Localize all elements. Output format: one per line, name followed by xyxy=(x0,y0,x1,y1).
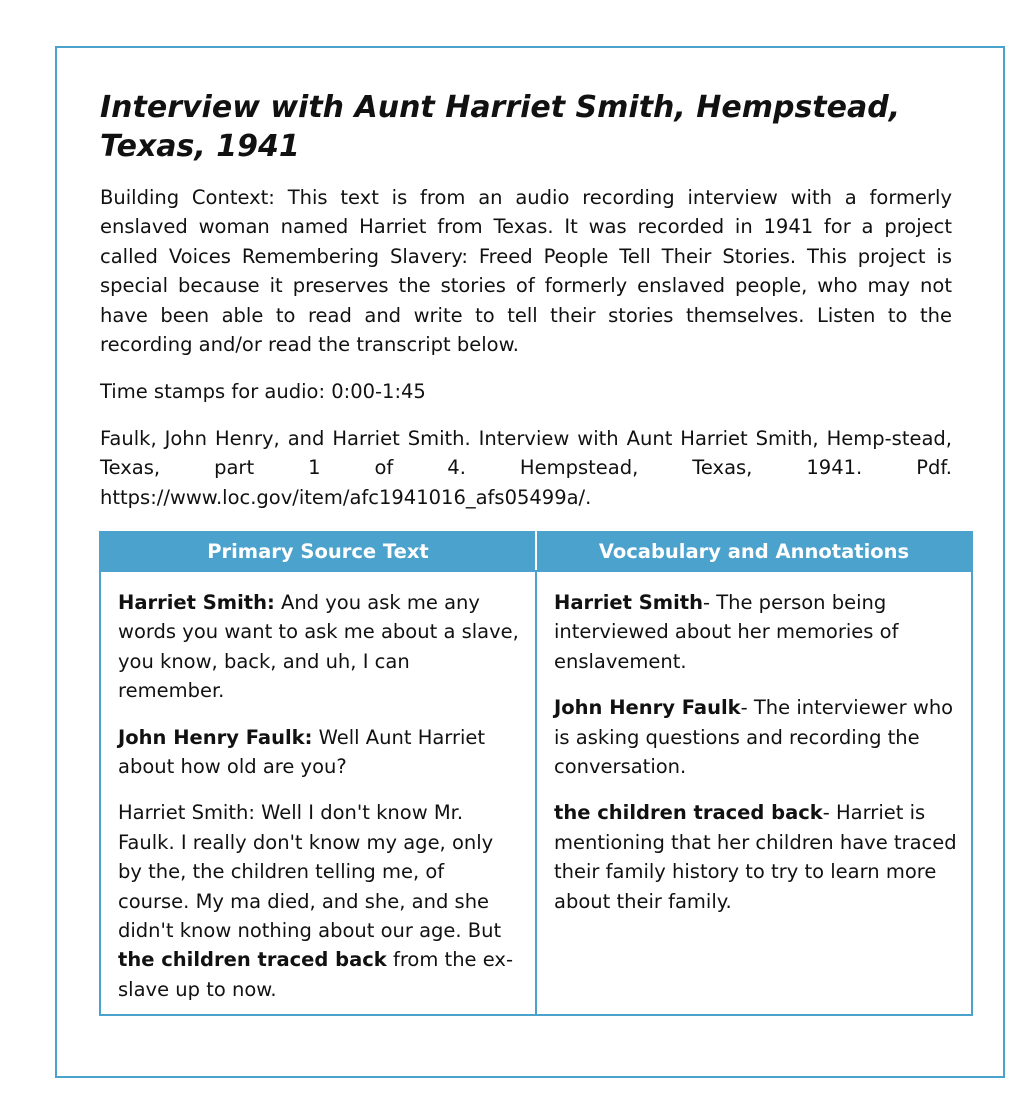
header-primary-source: Primary Source Text xyxy=(100,532,536,571)
table-row xyxy=(100,571,972,1015)
speech-text: Well Aunt Harriet about how old are you? xyxy=(118,725,486,779)
annotations-cell xyxy=(536,571,972,1015)
speech-text: And you ask me any words you want to ask me about a slave, you know, back, and uh, I can remember. xyxy=(118,591,519,703)
transcript-line xyxy=(118,588,521,706)
annotation-item xyxy=(554,588,957,676)
annotation-item xyxy=(554,798,957,916)
header-vocabulary: Vocabulary and Annotations xyxy=(536,532,972,571)
transcript-line xyxy=(118,723,521,782)
highlighted-phrase: the children traced back xyxy=(118,948,387,972)
table-header-row xyxy=(100,532,972,571)
transcript-line xyxy=(118,798,521,1004)
annotation-item xyxy=(554,693,957,781)
annotation-term: John Henry Faulk xyxy=(554,696,741,720)
citation-paragraph: Faulk, John Henry, and Harriet Smith. Interview with Aunt Harriet Smith, Hemp-stead, Texas, part 1 of 4. Hempstead, Texas, 1941. Pdf. https://www.loc.gov/item/afc1941016_afs05499a/. xyxy=(100,427,952,509)
annotation-term: the children traced back xyxy=(554,801,823,825)
speech-text: Harriet Smith: Well I don't know Mr. Faulk. I really don't know my age, only by the, the children telling me, of course. My ma died, and she, and she didn't know nothing about our age. But xyxy=(118,801,502,943)
primary-source-cell xyxy=(100,571,536,1015)
audio-timestamp: Time stamps for audio: 0:00-1:45 xyxy=(100,380,426,403)
annotation-term: Harriet Smith xyxy=(554,591,703,614)
building-context-paragraph: Building Context: This text is from an audio recording interview with a formerly enslaved woman named Harriet from Texas. It was recorded in 1941 for a project called Voices Remembering Slavery: Freed People Tell Their Stories. This project is special because it preserves the stories of formerly enslaved people, who may not have been able to read and write to tell their stories themselves. Listen to the recording and/or read the transcript below. xyxy=(100,186,952,357)
annotation-definition: - The person being interviewed about her memories of enslavement. xyxy=(554,591,899,673)
speaker-name: Harriet Smith: xyxy=(118,591,275,614)
page-title: Interview with Aunt Harriet Smith, Hempstead, Texas, 1941 xyxy=(100,90,901,164)
speaker-name: John Henry Faulk: xyxy=(118,725,313,749)
annotation-definition: - The interviewer who is asking questions and recording the conversation. xyxy=(554,696,954,779)
annotation-definition: - Harriet is mentioning that her children have traced their family history to try to learn more about their family. xyxy=(554,801,957,913)
source-annotation-table xyxy=(99,531,973,1016)
speech-text: from the ex-slave up to now. xyxy=(118,948,513,1001)
